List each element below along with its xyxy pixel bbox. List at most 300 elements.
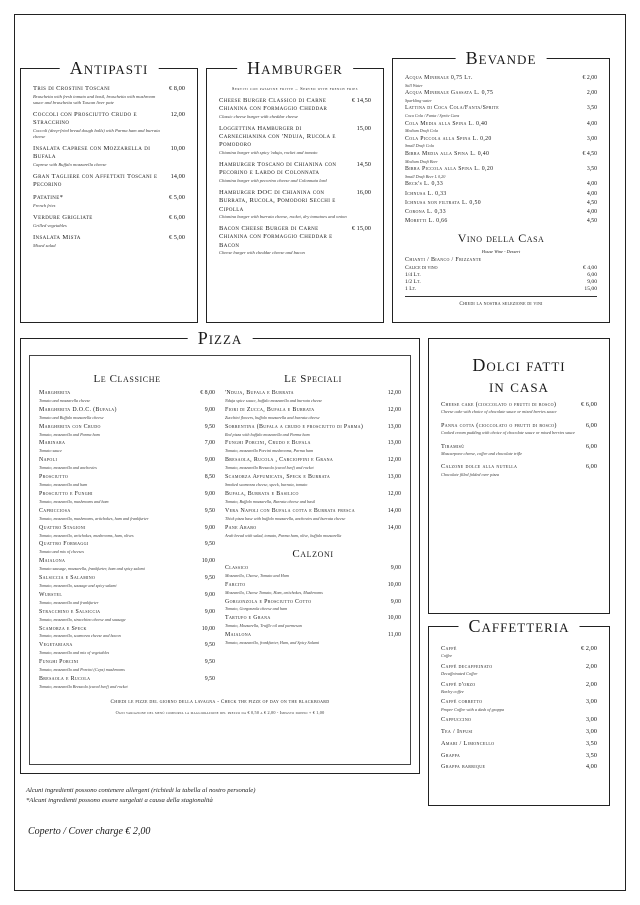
list-item [219,97,371,120]
item-name: Quattro Formaggi [39,541,89,548]
item-name: Tartufo e Grana [225,615,271,622]
vino-name: Calice di vino [405,264,438,271]
item-desc: Tomato, mozzarella, mushrooms and ham [39,498,109,504]
item-name: Caffè d'orzo [441,680,476,688]
list-item [39,424,215,437]
vino-name: 1/2 Lt. [405,278,421,285]
item-name: Margherita D.O.C. (Bufala) [39,406,117,413]
hamburger-title-wrap [237,58,353,79]
item-desc: Tomato sauce [39,448,62,454]
list-item [225,457,401,470]
item-price: 10,00 [201,625,215,632]
item-desc: Nduja spice sauce, buffalo mozzarella and burrata cheese [225,397,323,403]
list-item [33,194,185,209]
cover-charge: Coperto / Cover charge € 2,00 [28,826,151,837]
vino-price: € 4,00 [583,264,597,271]
item-name: Corona L. 0,33 [405,209,447,216]
item-desc: Thick pizza base with buffalo mozzarella, anchovies and burrata cheese [225,515,346,521]
item-desc: Coffee [441,653,453,659]
item-price: 12,00 [387,390,401,396]
item-name: Wurstel [39,591,63,598]
item-desc: Small Draft Beer L 0,20 [405,173,446,179]
item-name: Sorrentina (Bufala a crudo e prosciutto di Parma) [225,423,364,430]
vino-label: Chianti / Bianco / Frizzante [405,257,482,264]
list-item [405,90,597,103]
classiche-heading: Le Classiche [93,373,161,385]
list-item [405,191,597,198]
dolci-title-line2: in casa [489,376,549,396]
item-desc: Caprese with Buffalo mozzarella cheese [33,161,107,167]
pizza-variation-note: Ogni variazione del menù comporta la maggiorazione del prezzo da € 0,50 a € 2,00 - Impasto doppio + € 1,00 [115,709,325,715]
list-item [405,181,597,188]
pizza-columns [31,361,409,693]
list-item [225,632,401,645]
list-item [39,659,215,672]
list-item [39,626,215,639]
list-item [219,225,371,256]
list-item [39,642,215,655]
list-item [33,85,185,106]
dolci-list [441,401,597,477]
item-name: Verdure Grigliate [33,214,93,222]
list-item [225,407,401,420]
item-desc: Tomato, mozzarella and frankfurter [39,599,99,605]
item-price: 13,00 [387,440,401,447]
list-item [33,173,185,190]
item-price: 9,50 [204,507,215,514]
section-dolci [428,338,610,614]
item-name: Caffè decaffeinato [441,662,493,670]
item-name: Funghi Porcini, Crudo e Bufala [225,440,311,447]
item-name: Cola Media alla Spina L. 0,40 [405,120,488,127]
item-price: 9,00 [390,598,401,605]
item-name: 'Nduja, Bufala e Burrata [225,390,294,396]
item-desc: Proper Coffee with a dash of grappa [441,706,505,712]
item-name: Acqua Minerale Gassata L. 0,75 [405,90,494,97]
bevande-title-wrap [456,48,547,69]
item-desc: Tomato, mozzarella, mushrooms, artichokes, ham and frankfurter [39,515,149,521]
item-price: 11,00 [387,632,401,639]
item-desc: Tomato, mozzarella, scamorza cheese and bacon [39,633,121,639]
item-name: Tris di Crostini Toscani [33,85,111,92]
list-item [39,558,215,571]
list-item [441,645,597,659]
list-item [441,728,597,736]
item-desc: Mascarpone cheese, coffee and chocolate trifle [441,450,523,456]
list-item [39,407,215,420]
item-price: 12,00 [170,110,185,118]
list-item [39,474,215,487]
list-item [33,145,185,168]
list-item [39,609,215,622]
list-item [441,681,597,695]
item-desc: Still Water [405,82,423,88]
allergen-notice [26,786,416,806]
item-name: Insalata Caprese con Mozzarella di Bufala [33,144,151,160]
item-price: 13,00 [387,474,401,481]
item-desc: Tomato, Mozzarella, Truffle oil and parmesan [225,623,302,629]
item-price: 10,00 [387,581,401,588]
hamburger-list [219,97,371,256]
item-name: Hamburger DOC di Chianina con Burrata, Rucola, Pomodori Secchi e Cipolla [219,189,336,213]
item-price: 14,50 [356,161,371,169]
list-item [441,463,597,477]
item-desc: Smoked scamorza cheese, speck, burrata, tomato [225,482,308,488]
item-desc: Mozzarella, Cheese, Tomato and Ham [225,572,289,578]
item-price: 3,00 [585,728,597,736]
item-desc: Tomato, mozzarella, frankfurter, Ham, and Spicy Salami [225,640,320,646]
item-price: 9,00 [204,490,215,497]
item-name: Beck's L. 0,33 [405,181,444,188]
pizza-classiche-column [39,369,215,693]
vino-price: 9,00 [587,278,597,285]
list-item [441,422,597,436]
item-desc: Tomato, mozzarella Bresaola (cured beef) and rocket [39,683,128,689]
item-name: Prosciutto [39,474,69,481]
item-desc: Tomato, mozzarella, sausage and spicy salami [39,582,117,588]
item-price: 9,50 [204,575,215,582]
list-item [405,151,597,164]
item-name: Fiori di Zucca, Bufala e Burrata [225,406,315,413]
allergen-line-2: *Alcuni ingredienti possono essere surgelati a causa della stagionalità [26,796,213,804]
item-price: € 4,50 [582,150,597,157]
item-desc: Tomato, mozzarella Porcini mushrooms, Parma ham [225,448,314,454]
vino-row [405,265,597,271]
vino-subtitle: House Wine - Dessert [481,249,521,255]
item-desc: Zucchini flowers, buffalo mozzarella and burrata cheese [225,414,320,420]
speciali-heading: Le Speciali [284,373,342,385]
item-desc: Chianina burger with pecorino cheese and Colonnata lard [219,178,327,184]
item-desc: Tomato, mozzarella and Porcini (Ceps) mushrooms [39,667,125,673]
section-caffetteria [428,616,610,806]
item-desc: Bruschetta with fresh tomato and basil, bruschetta with mushroom sauce and bruschetta with Tuscan liver pate [33,93,156,105]
item-name: Quattro Stagioni [39,524,86,531]
pizza-title: Pizza [197,328,243,348]
item-name: Calzone dolce alla nutella [441,463,518,471]
item-price: 3,50 [586,105,597,112]
item-name: Panna cotta (cioccolato o frutti di bosco) [441,421,557,429]
calzoni-heading: Calzoni [292,547,334,560]
pizza-title-wrap [188,328,253,349]
item-price: 9,00 [204,524,215,531]
item-price: 3,00 [585,698,597,706]
vino-heading: Vino della Casa [457,231,545,246]
item-name: Margherita con Crudo [39,423,101,430]
list-item [33,234,185,249]
list-item [219,161,371,184]
item-name: Gran Tagliere con Affettati Toscani e Pecorino [33,172,158,188]
item-price: 14,00 [170,172,185,180]
list-item [225,508,401,521]
item-desc: Tomato, mozzarella and anchovies [39,465,97,471]
item-price: 3,50 [586,166,597,173]
item-desc: Tomato, mozzarella, artichokes, mushrooms, ham, olives [39,532,134,538]
item-name: Grappa [441,751,461,759]
item-price: 4,00 [586,190,597,197]
item-name: Moretti L. 0,66 [405,218,448,225]
item-price: 15,00 [356,124,371,132]
item-name: Margherita [39,390,71,396]
item-price: 9,50 [204,659,215,666]
item-desc: Classic cheese burger with cheddar cheese [219,113,299,119]
list-item [39,676,215,689]
item-desc: Medium Draft Cola [405,128,439,134]
item-name: Acqua Minerale 0,75 Lt. [405,75,473,81]
list-item [441,698,597,712]
antipasti-list [33,85,185,249]
item-price: 12,00 [387,406,401,413]
list-item [225,582,401,595]
hamburger-title: Hamburger [247,58,343,78]
list-item [225,565,401,578]
item-name: Salsiccia e Salamino [39,575,96,582]
list-item [441,663,597,677]
item-price: 14,00 [387,524,401,531]
list-item [405,121,597,134]
item-desc: Barley coffee [441,688,464,694]
list-item [39,508,215,521]
item-name: Capricciosa [39,507,71,514]
item-desc: Decaffeinated Coffee [441,671,478,677]
item-name: Cheese Burger Classico di Carne Chianina con Formaggio Cheddar [219,97,328,113]
item-name: Tea / Infusi [441,728,473,736]
list-item [441,716,597,724]
list-item [33,111,185,140]
item-price: 9,00 [204,608,215,615]
vino-note: Chiedi la nostra selezione di vini [459,300,543,307]
item-price: 3,50 [585,739,597,747]
list-item [219,189,371,220]
item-price: 4,50 [586,199,597,206]
item-price: € 6,00 [581,401,597,408]
item-price: 10,00 [201,558,215,565]
item-name: Bacon Cheese Burger di Carne Chianina con Formaggio Cheddar e Bacon [219,225,333,249]
item-desc: Sparkling water [405,97,432,103]
item-desc: Coca Cola / Fanta / Sprite Cans [405,113,460,119]
item-price: 3,50 [585,751,597,759]
bevande-list [405,75,597,225]
item-price: € 5,00 [169,233,185,241]
list-item [441,443,597,457]
list-item [39,525,215,538]
item-price: 9,00 [204,591,215,598]
item-name: Birra Media alla Spina L. 0,40 [405,150,490,157]
item-desc: Arab bread with salad, tomato, Parma ham, olive, buffalo mozzarella [225,532,342,538]
list-item [225,599,401,612]
list-item [405,75,597,88]
list-item [225,390,401,403]
bevande-title: Bevande [465,48,537,68]
item-name: Ichnusa non filtrata L. 0,50 [405,199,481,206]
item-desc: Grilled vegetables [33,222,67,228]
item-name: Gorgonzola e Prosciutto Cotto [225,598,312,605]
item-name: Bufala, Burrata e Basilico [225,490,299,497]
item-name: Lattina di Coca Cola/Fanta/Sprite [405,105,500,112]
pizza-speciali-column [225,369,401,693]
section-bevande [392,48,610,323]
item-desc: Chianina burger with spicy 'nduja, rocket and tomato [219,150,318,156]
list-item [405,218,597,225]
item-name: Scamorza Affumicata, Speck e Burrata [225,474,331,481]
item-desc: Tomato and mix of cheeses [39,549,84,555]
item-name: Stracchino e Salsiccia [39,608,101,615]
item-name: Farcito [225,581,246,588]
item-price: 6,00 [585,463,597,471]
item-name: Ichnusa L. 0,33 [405,190,447,197]
list-item [441,752,597,760]
item-price: 4,00 [585,763,597,771]
item-desc: Tomato, Buffalo mozzarella, Burrata cheese and basil [225,498,316,504]
item-desc: Tomato, mozzarella and mix of vegetables [39,650,110,656]
calzoni-list [225,565,401,646]
item-price: 4,00 [586,181,597,188]
item-desc: Tomato, mozzarella Bresaola (cured beef) and rocket [225,465,314,471]
item-desc: Chianina burger with burrata cheese, rocket, dry tomatoes and onion [219,214,347,220]
item-price: 3,00 [585,716,597,724]
item-name: Bresaola, Rucola , Carcioffini e Grana [225,457,334,464]
list-item [33,214,185,229]
item-price: 13,00 [387,423,401,430]
item-name: Bresaola e Rucola [39,676,91,683]
section-hamburger [206,58,384,323]
item-name: Cola Piccola alla Spina L. 0,20 [405,135,492,142]
caffetteria-list [441,645,597,771]
item-price: 14,00 [387,507,401,514]
item-desc: Tomato, mozzarella, stracchino cheese and sausage [39,616,126,622]
item-price: 6,00 [585,421,597,429]
item-price: 12,00 [387,457,401,464]
list-item [405,105,597,118]
item-name: Amari / Limoncello [441,739,495,747]
item-price: 4,00 [586,209,597,216]
item-price: 10,00 [387,615,401,622]
item-price: 16,00 [356,189,371,197]
list-item [39,390,215,403]
item-price: 7,00 [204,440,215,447]
vino-name: 1 Lt. [405,285,417,292]
item-name: Hamburger Toscano di Chianina con Pecorino e Lardo di Colonnata [219,161,337,177]
list-item [225,491,401,504]
item-price: 2,00 [585,662,597,670]
dolci-title-line1: Dolci fatti [472,355,566,375]
item-name: Funghi Porcini [39,659,79,666]
item-name: Pane Arabo [225,524,257,531]
list-item [405,209,597,216]
item-desc: Mixed salad [33,242,56,248]
item-desc: Tomato, mozzarella and ham [39,482,88,488]
list-item [225,424,401,437]
item-name: Napoli [39,457,58,464]
item-desc: Coccoli (deep-fried bread dough balls) with Parma ham and burrata cheese [33,127,160,139]
list-item [225,440,401,453]
vino-row [405,279,597,285]
caffetteria-title: Caffetteria [468,616,570,636]
item-price: € 5,00 [169,194,185,202]
antipasti-title-wrap [60,58,159,79]
item-desc: Cheese cake with choice of chocolate sauce or mixed berries sauce [441,409,557,415]
item-price: 12,00 [387,490,401,497]
item-desc: Tomato and mozzarella cheese [39,397,91,403]
item-desc: Mozzarella, Cheese Tomato, Ham, artichokes, Mushrooms [225,589,323,595]
item-price: 4,50 [586,218,597,225]
vino-price: 15,00 [584,285,597,292]
item-name: Cappuccino [441,716,472,724]
item-price: 2,00 [586,90,597,97]
item-price: 9,00 [204,457,215,464]
vino-row [405,272,597,278]
menu-content [20,20,620,885]
classiche-list [39,390,215,689]
pizza-blackboard-note: Chiedi le pizze del giorno della lavagna - Check the pizze of day on the blackboard [110,698,330,705]
item-name: Patatine* [33,194,64,202]
item-price: 9,50 [204,423,215,430]
item-price: 9,50 [204,642,215,649]
item-name: Maialona [39,558,66,565]
item-desc: Tomato and Buffalo mozzarella cheese [39,414,104,420]
item-price: 9,00 [390,564,401,571]
item-price: € 2,00 [582,75,597,81]
list-item [219,125,371,156]
item-price: 10,00 [170,144,185,152]
item-desc: Tomato sausage, mozzarella, frankfurter, ham and spicy salami [39,566,145,572]
item-desc: Tomato, mozzarella and Parma ham [39,431,100,437]
item-desc: French fries [33,203,56,209]
vino-row [405,286,597,292]
item-name: Caffè corretto [441,698,483,706]
antipasti-title: Antipasti [69,58,149,78]
section-pizza [20,328,420,774]
item-price: 9,00 [204,406,215,413]
item-price: € 8,00 [169,85,185,92]
item-name: Prosciutto e Funghi [39,490,93,497]
item-name: Grappa barrique [441,763,486,771]
item-price: € 2,00 [581,645,597,652]
item-name: Birra Piccola alla Spina L. 0,20 [405,166,494,173]
list-item [441,763,597,771]
section-antipasti [20,58,198,323]
item-price: 4,00 [586,120,597,127]
hamburger-subtitle: Serviti con patatine fritte – Served with french fries [231,86,359,91]
list-item [405,200,597,207]
list-item [39,575,215,588]
list-item [225,474,401,487]
item-price: 6,00 [585,442,597,450]
divider [405,296,597,297]
item-price: € 8,00 [200,390,215,396]
item-name: Cheese cake (cioccolato o frutti di bosco) [441,401,557,408]
list-item [39,440,215,453]
item-desc: Cheese burger with cheddar cheese and bacon [219,250,305,256]
item-desc: Small Draft Cola [405,143,434,149]
item-price: 3,00 [586,135,597,142]
item-name: Vegetariana [39,642,73,649]
vino-name: 1/4 Lt. [405,271,421,278]
item-name: Caffè [441,645,457,652]
item-name: Insalata Mista [33,233,81,241]
item-name: Scamorza e Speck [39,625,87,632]
item-name: Coccoli con Prosciutto Crudo e Stracchino [33,110,137,126]
item-name: Maialona [225,632,252,639]
list-item [405,166,597,179]
item-price: € 6,00 [169,214,185,222]
allergen-line-1: Alcuni ingredienti possono contenere allergeni (richiedi la tabella al nostro personale) [26,787,256,794]
item-price: 2,00 [585,680,597,688]
item-desc: Chocolate filled folded over pizza [441,471,499,477]
item-desc: Cooked cream pudding with choice of chocolate sauce or mixed berries sauce [441,430,576,436]
item-price: 9,50 [204,676,215,683]
list-item [39,457,215,470]
item-price: € 14,50 [351,97,371,104]
